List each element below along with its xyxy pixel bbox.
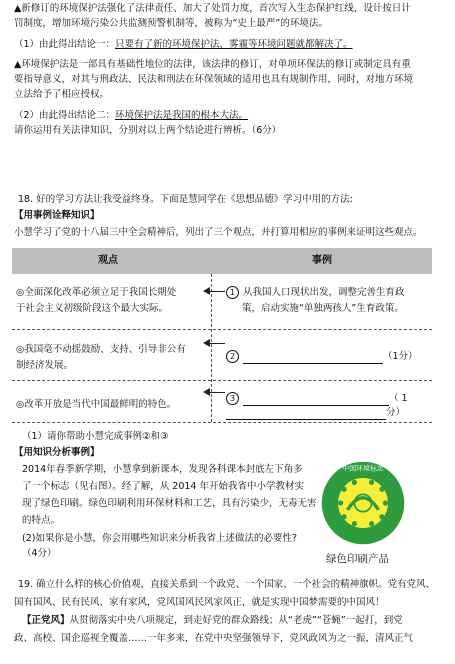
number-1-icon: 1 <box>226 286 239 299</box>
table-row-1-example-l2: 策，启动实施“单独两孩人”生育政策。 <box>242 303 404 314</box>
q17-para2-line2: 要指导意义，对其与刑政法、民法和刑法在环保领域的适用也具有规制作用，同时，对地方环境 <box>14 74 414 85</box>
q19-heading: 【正党风】 <box>22 615 70 626</box>
q19-line3: 【正党风】从贯彻落实中央八项规定，到走好党的群众路线；从“老虎”“苍蝇”一起打，到党 <box>22 615 403 626</box>
q18-case-l2: 了一个标志（见右图）。经了解，从 2014 年开始我省中小学教材实 <box>22 481 304 492</box>
q18-heading-2: 【用知识分析事例】 <box>14 447 100 458</box>
arrow-line <box>209 291 225 292</box>
table-divider-2 <box>12 380 432 381</box>
china-environmental-label-logo <box>320 460 406 546</box>
q18-context: 小慧学习了党的十八届三中全会精神后，列出了三个观点，并打算用相应的事例来证明这些观点。 <box>14 227 423 238</box>
table-row-1-point-l1: ◎全面深化改革必须立足于我国长期处 <box>16 287 177 298</box>
q19-line2: 国有国风、民有民风、家有家风，党风国风民风家风正，就是实现中国梦需要的中国风！ <box>14 597 385 608</box>
q17-para2-line3: 立法给予了相应授权。 <box>14 89 110 100</box>
table-row-2-point-l2: 制经济发展。 <box>16 360 74 371</box>
table-row-2-example[interactable]: 2 （1分） <box>226 350 418 364</box>
q17-para2-line1: ▲环境保护法是一部具有基础性地位的法律，该法律的修订，对单项环保法的修订或制定具有重 <box>14 59 411 70</box>
table-col-example: 事例 <box>312 255 332 266</box>
q18-case-l3: 现了绿色印刷。绿色印刷利用环保材料和工艺，具有污染少，无毒无害 <box>22 498 317 509</box>
q18-sub1: （1）请你帮助小慧完成事例②和③ <box>22 431 169 442</box>
q18-intro: 18. 好的学习方法让我受益终身。下面是慧同学在《思想品德》学习中用的方法: <box>18 194 353 205</box>
q17-para1-line1: ▲新修订的环境保护法强化了法律责任、加大了处罚力度，首次写入生态保护红线，设计按日计 <box>14 3 411 14</box>
table-divider-1 <box>12 329 432 330</box>
q19-line1: 19. 确立什么样的核心价值观，直接关系到一个政党、一个国家、一个社会的精神旗帜。党有党风、 <box>18 579 436 590</box>
table-row-3-point-l1: ◎改革开放是当代中国最鲜明的特色。 <box>16 399 177 410</box>
q17-sub1-answer: 只要有了新的环境保护法，雾霾等环境问题就都解决了。 <box>115 39 353 50</box>
table-row-2-point-l1: ◎我国毫不动摇鼓励、支持、引导非公有 <box>16 344 186 355</box>
arrow-line <box>209 343 225 344</box>
q17-sub1 <box>14 38 353 52</box>
logo-caption: 绿色印刷产品 <box>326 553 389 565</box>
q18-heading-1: 【用事例诠释知识】 <box>14 210 100 221</box>
table-col-point: 观点 <box>98 255 118 266</box>
q17-sub2 <box>14 109 248 123</box>
table-row-1-point-l2: 于社会主义初级阶段这个最大实际。 <box>16 303 169 314</box>
svg-text:中国环境标志: 中国环境标志 <box>342 464 384 473</box>
number-2-icon: 2 <box>226 350 239 363</box>
table-row-1-example-l1: 1 从我国人口现状出发，调整完善生育政 <box>226 286 405 300</box>
q17-sub2-answer: 环境保护法是我国的根本大法。 <box>115 110 249 121</box>
table-divider-3 <box>12 422 432 423</box>
number-3-icon: 3 <box>226 392 239 405</box>
q19-line4: 政、高校、国企巡视全覆盖……一年多来，在党中央坚强领导下，党风政风为之一振，清风正气 <box>14 633 414 644</box>
q17-sub2-prefix: （2）由此得出结论二： <box>14 110 116 121</box>
table-row-3-example[interactable]: 3 （ 1 <box>226 392 408 406</box>
table-row-3-score: 分） <box>226 406 405 420</box>
q17-instruction: 请你运用有关法律知识，分别对以上两个结论进行辨析。（6分） <box>14 125 282 136</box>
q18-sub2-l1: (2)如果你是小慧，你会用哪些知识来分析我省上述做法的必要性? <box>22 533 297 544</box>
table-header <box>12 248 432 274</box>
q17-sub1-prefix: （1）由此得出结论一： <box>14 39 116 50</box>
q17-para1-line2: 罚制度，增加环境污染公共监测预警机制等，被称为“史上最严”的环境法。 <box>14 18 328 29</box>
table-divider-vertical <box>211 274 212 422</box>
q18-case-l1: 2014年春季新学期，小慧拿到新课本，发现各科课本封底左下角多 <box>22 464 303 475</box>
arrow-line <box>209 392 225 393</box>
q18-case-l4: 的特点。 <box>22 515 61 526</box>
answer-blank-3b[interactable] <box>226 419 386 420</box>
q18-sub2-l2: （4分） <box>22 548 57 559</box>
answer-blank-2[interactable] <box>243 363 383 364</box>
